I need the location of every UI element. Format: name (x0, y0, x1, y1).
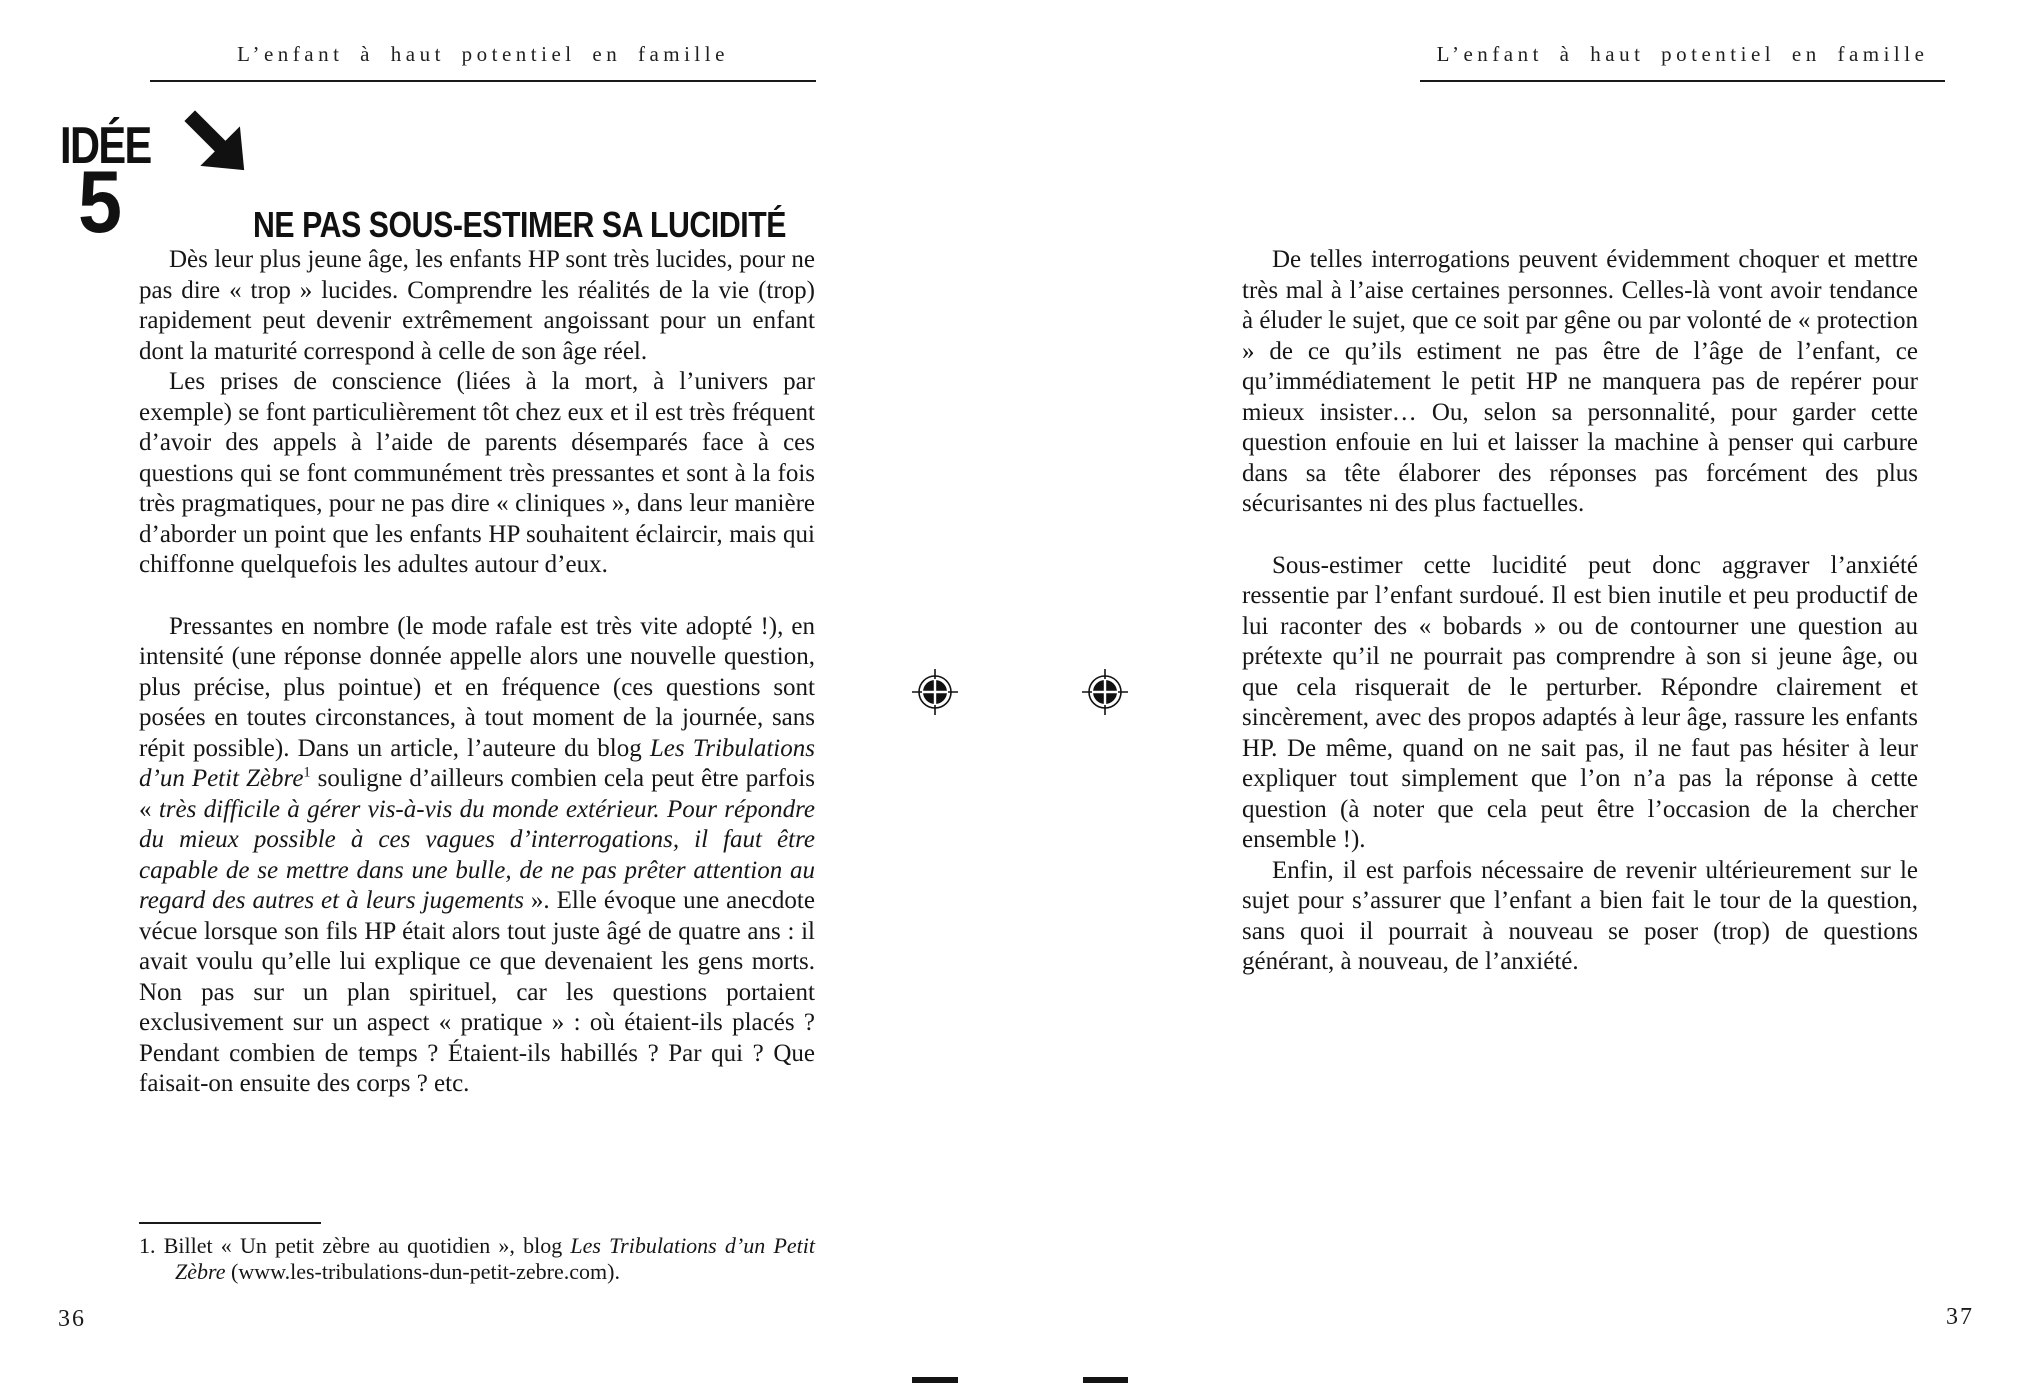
cropped-registration-mark (912, 1377, 958, 1383)
paragraph: Enfin, il est parfois nécessaire de revenir ultérieurement sur le sujet pour s’assurer que l’enfant a bien fait le tour de la question, sans quoi il pourrait à nouveau se poser (trop) de questions générant, à nouveau, de l’anxiété. (1242, 856, 1918, 975)
right-text-column (1242, 245, 1918, 978)
paragraph: Les prises de conscience (liées à la mort, à l’univers par exemple) se font particulièrement tôt chez eux et il est très fréquent d’avoir des appels à l’aide de parents désemparés face à ces questions qui se font communément très pressantes et sont à la fois très pragmatiques, pour ne pas dire « cliniques », dans leur manière d’aborder un point que les enfants HP souhaitent éclaircir, mais qui chiffonne quelquefois les adultes autour d’eux. (139, 368, 815, 578)
running-header-right (1420, 42, 1945, 82)
paragraph: Sous-estimer cette lucidité peut donc aggraver l’anxiété ressentie par l’enfant surdoué. Il est bien inutile et peu productif de lui raconter des « bobards » ou de contourner une question au prétexte qu’il ne pourrait pas comprendre à son si jeune âge, ou que cela risquerait de le perturber. Répondre clairement et sincèrement, avec des propos adaptés à leur âge, rassure les enfants HP. De même, quand on ne sait pas, il ne faut pas hésiter à leur expliquer tout simplement que l’on n’a pas la réponse à cette question (à noter que cela peut être l’occasion de la chercher ensemble !). (1242, 551, 1918, 853)
cropped-registration-mark (1083, 1377, 1128, 1383)
paragraph: Pressantes en nombre (le mode rafale est très vite adopté !), en intensité (une réponse donnée appelle alors une nouvelle question, plus précise, plus pointue) et en fréquence (ces questions sont posées en toutes circonstances, à tout moment de la journée, sans répit possible). Dans un article, l’auteure du blog Les Tribulations d’un Petit Zèbre$^1$ souligne d’ailleurs combien cela peut être parfois « très difficile à gérer vis-à-vis du monde extérieur. Pour répondre du mieux possible à ces vagues d’interrogations, il faut être capable de se mettre dans une bulle, de ne pas prêter attention au regard des autres et à leurs jugements ». Elle évoque une anecdote vécue lorsque son fils HP était alors tout juste âgé de quatre ans : il avait voulu qu’elle lui explique ce que devenaient les gens morts. Non pas sur un plan spirituel, car les questions portaient exclusivement sur un aspect « pratique » : où étaient-ils placés ? Pendant combien de temps ? Étaient-ils habillés ? Par qui ? Que faisait-on ensuite des corps ? etc. (139, 612, 815, 1097)
running-header-text: L’enfant à haut potentiel en famille (1436, 42, 1929, 66)
running-header-text: L’enfant à haut potentiel en famille (237, 42, 729, 66)
footnote-rule (139, 1222, 321, 1224)
paragraph: De telles interrogations peuvent évidemment choquer et mettre très mal à l’aise certaines personnes. Celles-là vont avoir tendance à éluder le sujet, que ce soit par gêne ou par volonté de « protection » de ce qu’ils estiment ne pas être de l’âge de l’enfant, ce qu’immédiatement le petit HP ne manquera pas de repérer pour mieux insister… Ou, selon sa personnalité, pour garder cette question enfouie en lui et laisser la machine à penser qui carbure dans sa tête élaborer des réponses pas forcément des plus sécurisantes ni des plus factuelles. (1242, 246, 1918, 517)
page-number-right: 37 (1946, 1304, 1974, 1330)
footnote (139, 1222, 815, 1285)
chapter-title: NE PAS SOUS-ESTIMER SA LUCIDITÉ (253, 204, 787, 245)
paragraph: 1. Billet « Un petit zèbre au quotidien », blog Les Tribulations d’un Petit Zèbre (www.les-tribulations-dun-petit-zebre.com). (139, 1233, 815, 1284)
paragraph: Dès leur plus jeune âge, les enfants HP sont très lucides, pour ne pas dire « trop » lucides. Comprendre les réalités de la vie (trop) rapidement peut devenir extrêmement angoissant pour un enfant dont la maturité correspond à celle de son âge réel. (139, 246, 815, 365)
page-number-left: 36 (58, 1306, 86, 1332)
footnote-text (139, 1233, 815, 1285)
running-header-left (150, 42, 816, 82)
idea-label: IDÉE (60, 117, 151, 175)
registration-mark-icon (912, 669, 958, 715)
left-text-column (139, 245, 815, 1100)
idea-number: 5 (78, 152, 123, 251)
arrow-down-right-icon (178, 102, 260, 188)
registration-mark-icon (1082, 669, 1128, 715)
